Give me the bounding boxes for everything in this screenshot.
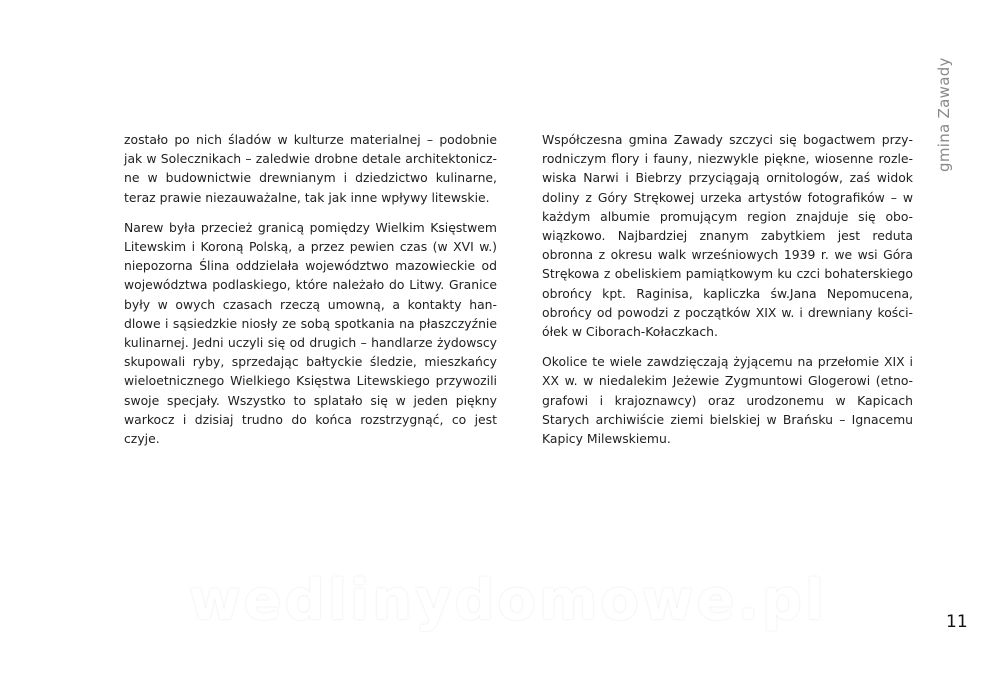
watermark: wedlinydomowe.pl [188, 568, 828, 633]
left-paragraph-2: Narew była przecież granicą pomiędzy Wielkim Księstwem Litewskim i Koroną Polską, a przez pewien czas (w XVI w.) niepozorna Ślina oddzielała województwo mazowieckie od województwa podlaskiego, które należało do Litwy. Granice były w owych czasach rzeczą umowną, a kontakty handlowe i sąsiedzkie niosły ze sobą spotkania na płaszczyźnie kulinarnej. Jedni uczyli się od drugich – handlarze żydowscy skupowali ryby, sprzedając bałtyckie śledzie, mieszkańcy wieloetnicznego Wielkiego Księstwa Litewskiego przywozili swoje specjały. Wszystko to splatało się w jeden piękny warkocz i dzisiaj trudno do końca rozstrzygnąć, co jest czyje. [124, 219, 497, 447]
page-number: 11 [946, 612, 968, 632]
left-paragraph-1: zostało po nich śladów w kulturze materialnej – podobnie jak w Solecznikach – zaledwie drobne detale architektoniczne w budownictwie drewnianym i dziedzictwo kulinarne, teraz prawie niezauważalne, tak jak inne wpływy litewskie. [124, 132, 497, 205]
right-text-column [542, 130, 913, 459]
right-paragraph-2: Okolice te wiele zawdzięczają żyjącemu na przełomie XIX i XX w. w niedalekim Jeżewie Zygmuntowi Glogerowi (etnografowi i krajoznawcy) oraz urodzonemu w Kapicach Starych archiwiście ziemi bielskiej w Brańsku – Ignacemu Kapicy Milewskiemu. [542, 354, 913, 447]
right-paragraph-1: Współczesna gmina Zawady szczyci się bogactwem przyrodniczym flory i fauny, niezwykle piękne, wiosenne rozlewiska Narwi i Biebrzy przyciągają ornitologów, zaś widok doliny z Góry Strękowej urzeka artystów fotografików – w każdym albumie promującym region znajduje się obowiązkowo. Najbardziej znanym zabytkiem jest reduta obronna z okresu walk wrześniowych 1939 r. we wsi Góra Strękowa z obeliskiem pamiątkowym ku czci bohaterskiego obrońcy kpt. Raginisa, kapliczka św.Jana Nepomucena, obrońcy od powodzi z początków XIX w. i drewniany kościółek w Ciborach-Kołaczkach. [542, 132, 913, 340]
running-head: gmina Zawady [935, 57, 953, 172]
left-text-column [124, 130, 497, 459]
